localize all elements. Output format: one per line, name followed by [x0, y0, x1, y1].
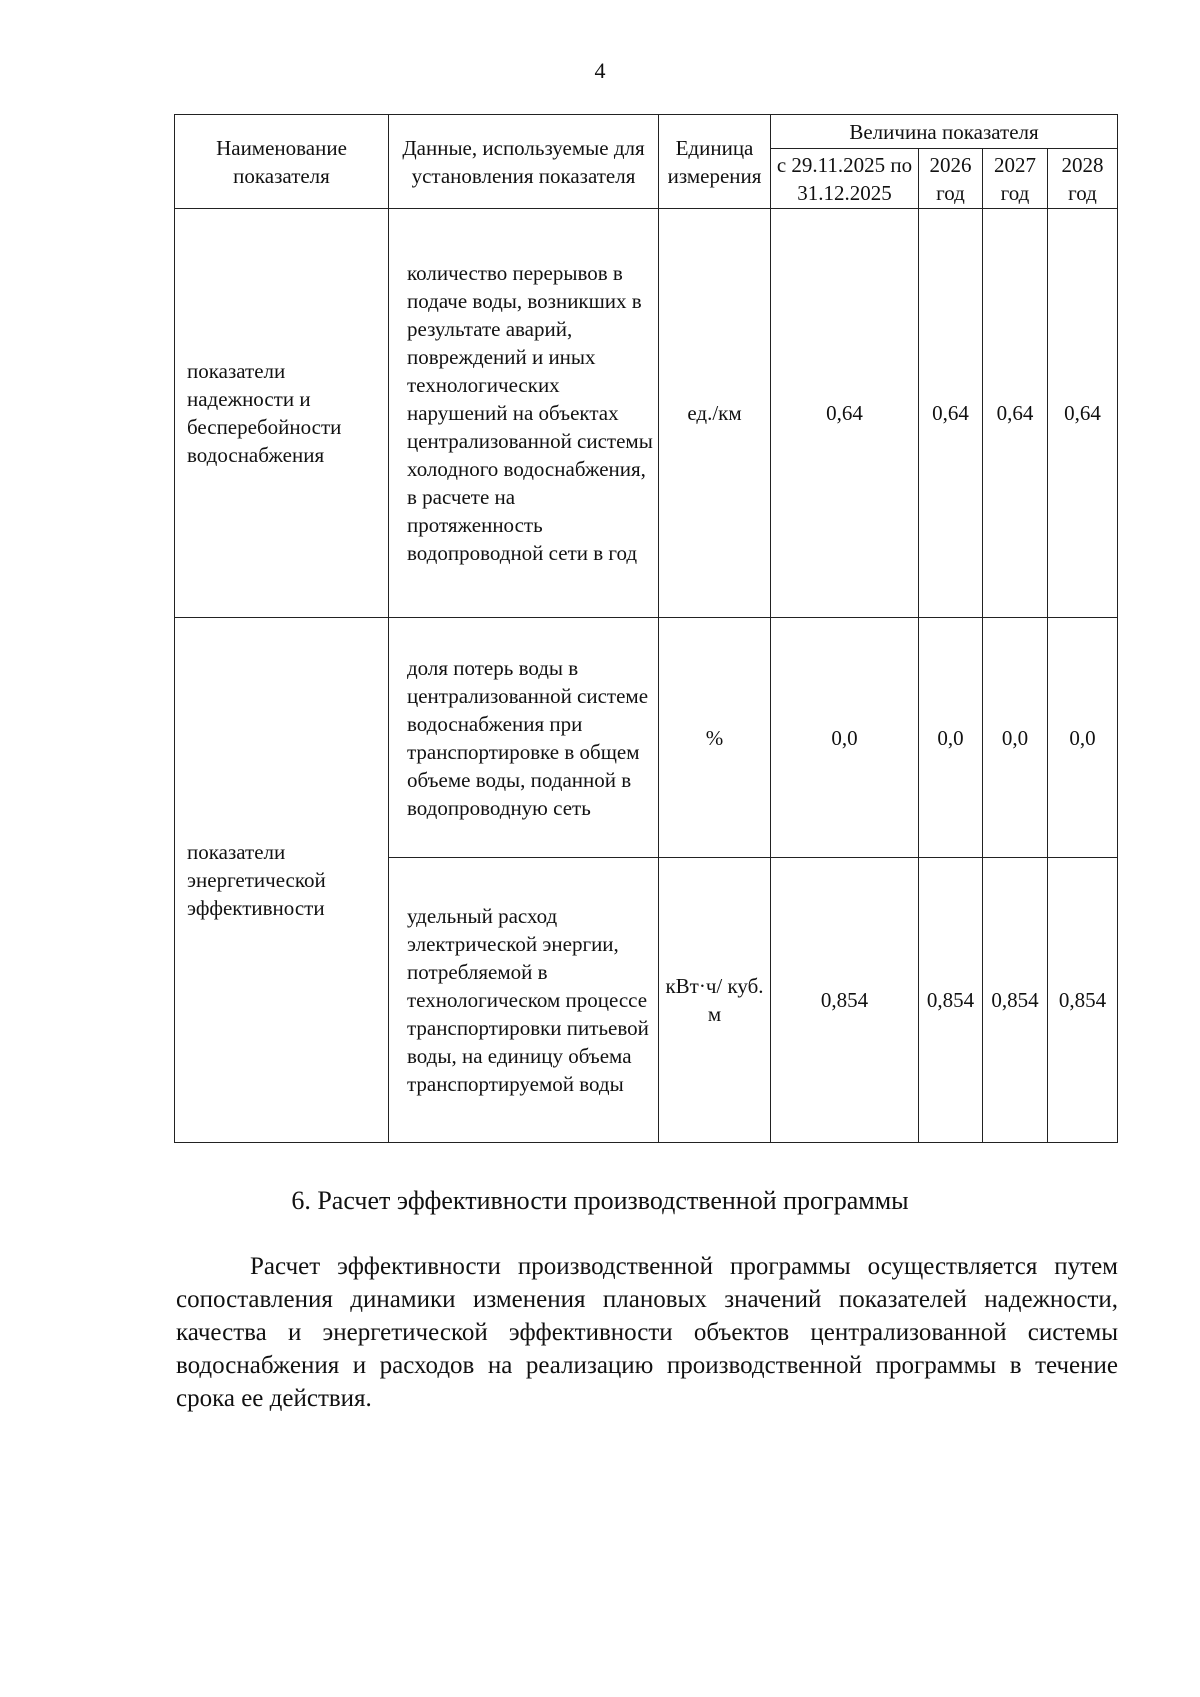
page-number: 4 — [594, 58, 606, 83]
row-value-2028: 0,64 — [1048, 209, 1118, 618]
section-heading: 6. Расчет эффективности производственной программы — [291, 1186, 909, 1215]
header-unit: Единица измерения — [659, 115, 771, 209]
header-2026: 2026 год — [919, 149, 983, 209]
row-value-2026: 0,0 — [919, 618, 983, 858]
row-value-2028: 0,854 — [1048, 858, 1118, 1143]
header-2027: 2027 год — [983, 149, 1048, 209]
table-row — [175, 618, 1118, 858]
row-value-period: 0,64 — [771, 209, 919, 618]
header-period: с 29.11.2025 по 31.12.2025 — [771, 149, 919, 209]
row-data: удельный расход электрической энергии, потребляемой в технологическом процессе транспортировки питьевой воды, на единицу объема транспортируемой воды — [389, 858, 659, 1143]
row-data: доля потерь воды в централизованной системе водоснабжения при транспортировке в общем объеме воды, поданной в водопроводную сеть — [389, 618, 659, 858]
table-row — [175, 209, 1118, 618]
header-row — [175, 115, 1118, 149]
row-data: количество перерывов в подаче воды, возникших в результате аварий, повреждений и иных технологических нарушений на объектах централизованной системы холодного водоснабжения, в расчете на протяженность водопроводной сети в год — [389, 209, 659, 618]
indicators-table — [174, 114, 1118, 1143]
row-unit: ед./км — [659, 209, 771, 618]
header-value-group: Величина показателя — [771, 115, 1118, 149]
row-value-2026: 0,854 — [919, 858, 983, 1143]
row-value-2027: 0,854 — [983, 858, 1048, 1143]
row-value-2026: 0,64 — [919, 209, 983, 618]
row-value-period: 0,0 — [771, 618, 919, 858]
header-2028: 2028 год — [1048, 149, 1118, 209]
header-name: Наименование показателя — [175, 115, 389, 209]
row-unit: % — [659, 618, 771, 858]
row-name: показатели энергетической эффективности — [175, 618, 389, 1143]
section-paragraph: Расчет эффективности производственной программы осуществляется путем сопоставления динамики изменения плановых значений показателей надежности, качества и энергетической эффективности объектов централизованной системы водоснабжения и расходов на реализацию производственной программы в течение срока ее действия. — [176, 1253, 1118, 1412]
row-name: показатели надежности и бесперебойности водоснабжения — [175, 209, 389, 618]
header-data: Данные, используемые для установления показателя — [389, 115, 659, 209]
row-value-period: 0,854 — [771, 858, 919, 1143]
row-value-2028: 0,0 — [1048, 618, 1118, 858]
row-unit: кВт·ч/ куб. м — [659, 858, 771, 1143]
row-value-2027: 0,0 — [983, 618, 1048, 858]
row-value-2027: 0,64 — [983, 209, 1048, 618]
